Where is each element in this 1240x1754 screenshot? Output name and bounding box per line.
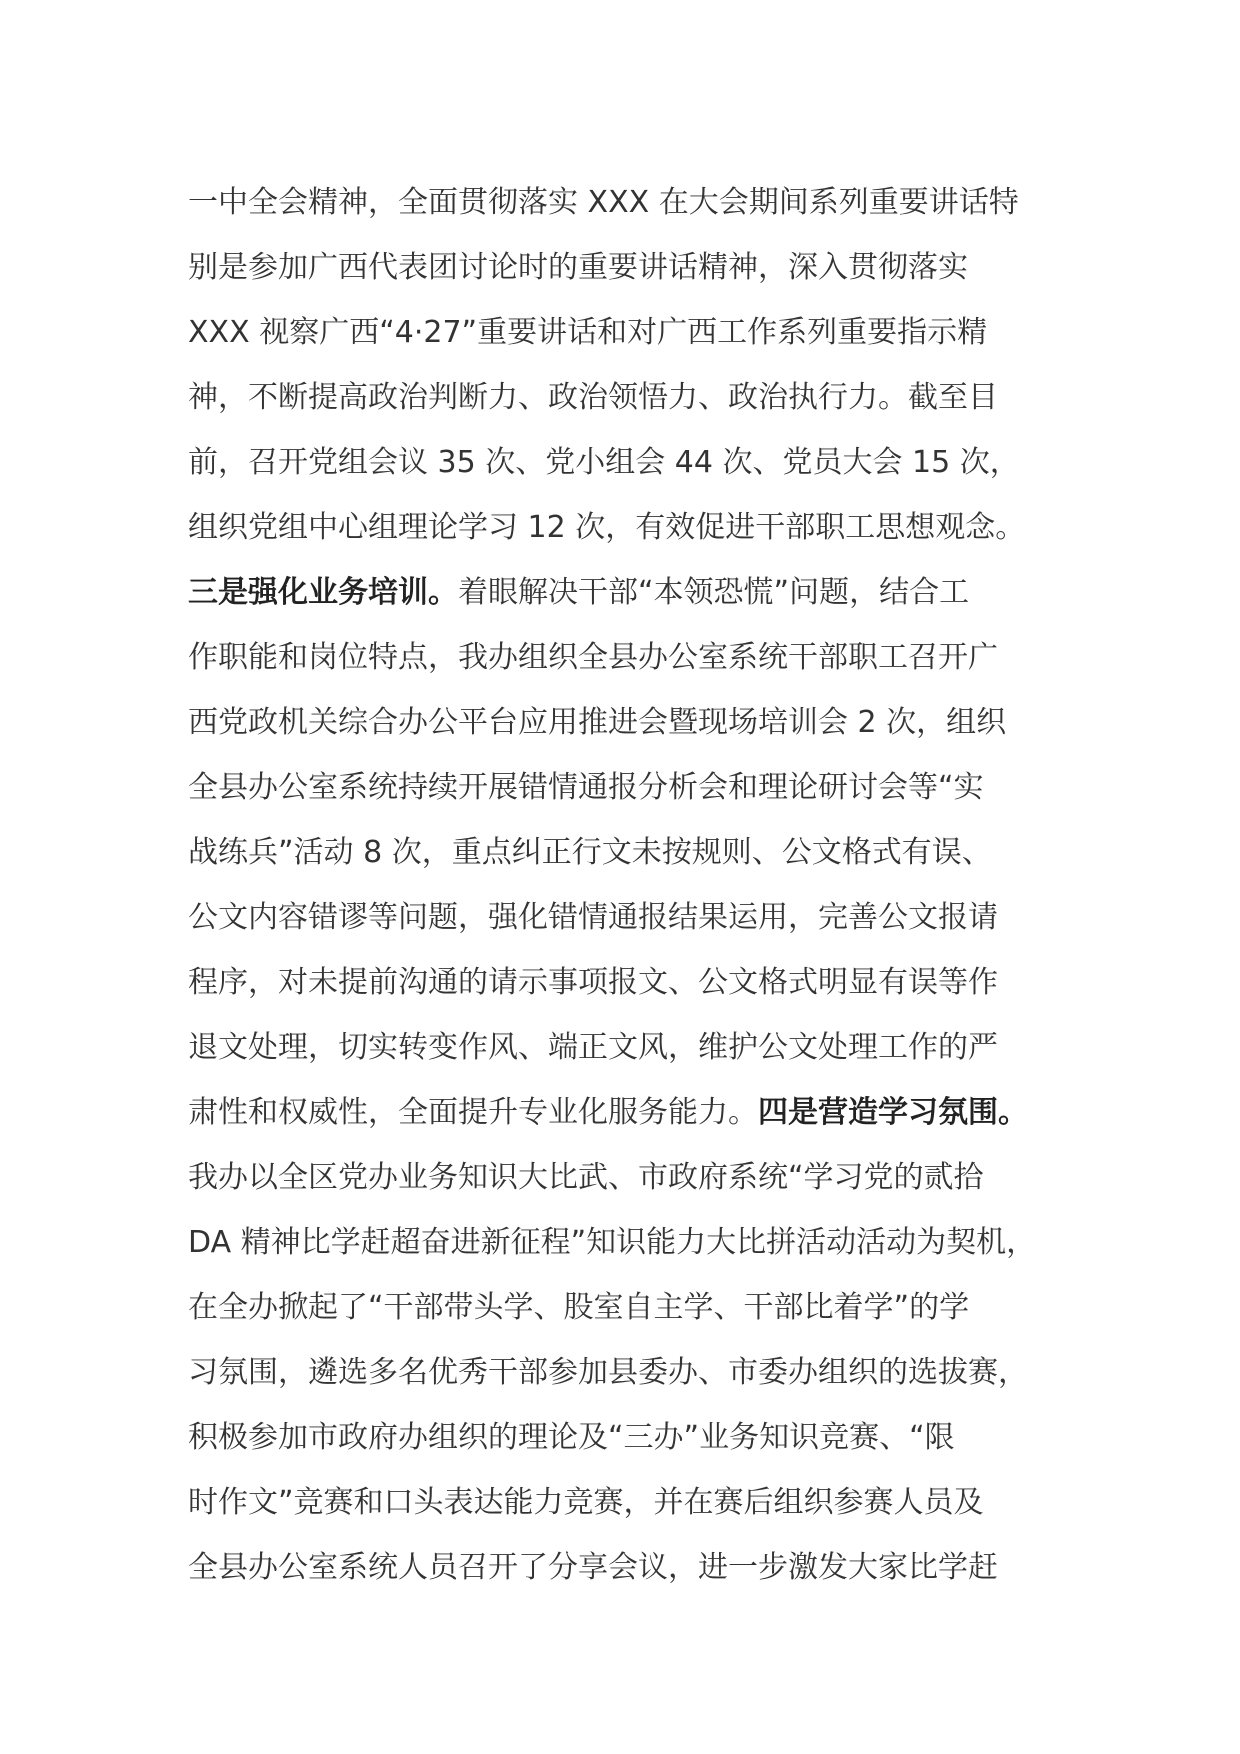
text-line <box>188 1405 1088 1470</box>
body-text-segment: 我办以全区党办业务知识大比武、市政府系统“学习党的贰拾 <box>188 1160 984 1195</box>
text-line <box>188 1535 1088 1600</box>
text-line <box>188 950 1088 1015</box>
body-text-segment: 积极参加市政府办组织的理论及“三办”业务知识竞赛、“限 <box>188 1420 955 1455</box>
text-line <box>188 365 1088 430</box>
text-line <box>188 820 1088 885</box>
body-text-segment: 战练兵”活动 8 次，重点纠正行文未按规则、公文格式有误、 <box>188 835 992 870</box>
bold-heading-text: 四是营造学习氛围。 <box>758 1095 1028 1130</box>
text-line <box>188 300 1088 365</box>
body-text-segment: DA 精神比学赶超奋进新征程”知识能力大比拼活动活动为契机， <box>188 1225 1037 1260</box>
body-text-segment: 西党政机关综合办公平台应用推进会暨现场培训会 2 次，组织 <box>188 705 1007 740</box>
body-text-segment: 习氛围，遴选多名优秀干部参加县委办、市委办组织的选拔赛， <box>188 1355 1028 1390</box>
body-text-segment: 公文内容错谬等问题，强化错情通报结果运用，完善公文报请 <box>188 900 998 935</box>
text-line <box>188 1145 1088 1210</box>
body-text-segment: 肃性和权威性，全面提升专业化服务能力。 <box>188 1095 758 1130</box>
text-line <box>188 1275 1088 1340</box>
text-line <box>188 1015 1088 1080</box>
text-line <box>188 885 1088 950</box>
text-line <box>188 430 1088 495</box>
body-text-segment: 别是参加广西代表团讨论时的重要讲话精神，深入贯彻落实 <box>188 250 968 285</box>
body-text-segment: 全县办公室系统持续开展错情通报分析会和理论研讨会等“实 <box>188 770 984 805</box>
body-text-segment: 时作文”竞赛和口头表达能力竞赛，并在赛后组织参赛人员及 <box>188 1485 984 1520</box>
body-text-segment: 在全办掀起了“干部带头学、股室自主学、干部比着学”的学 <box>188 1290 970 1325</box>
text-line <box>188 1210 1088 1275</box>
bold-heading-text: 三是强化业务培训。 <box>188 575 458 610</box>
body-text-segment: 组织党组中心组理论学习 12 次，有效促进干部职工思想观念。 <box>188 510 1026 545</box>
text-line <box>188 1340 1088 1405</box>
text-line <box>188 170 1088 235</box>
text-line <box>188 1080 1088 1145</box>
body-text-segment: 作职能和岗位特点，我办组织全县办公室系统干部职工召开广 <box>188 640 998 675</box>
text-line <box>188 560 1088 625</box>
body-text-segment: 程序，对未提前沟通的请示事项报文、公文格式明显有误等作 <box>188 965 998 1000</box>
body-text-segment: XXX 视察广西“4·27”重要讲话和对广西工作系列重要指示精 <box>188 315 988 350</box>
text-line <box>188 625 1088 690</box>
body-text-segment: 一中全会精神，全面贯彻落实 XXX 在大会期间系列重要讲话特 <box>188 185 1019 220</box>
body-text <box>188 170 1088 1600</box>
body-text-segment: 着眼解决干部“本领恐慌”问题，结合工 <box>458 575 970 610</box>
body-text-segment: 退文处理，切实转变作风、端正文风，维护公文处理工作的严 <box>188 1030 998 1065</box>
body-text-segment: 神，不断提高政治判断力、政治领悟力、政治执行力。截至目 <box>188 380 998 415</box>
text-line <box>188 1470 1088 1535</box>
text-line <box>188 235 1088 300</box>
body-text-segment: 全县办公室系统人员召开了分享会议，进一步激发大家比学赶 <box>188 1550 998 1585</box>
body-text-segment: 前，召开党组会议 35 次、党小组会 44 次、党员大会 15 次， <box>188 445 1020 480</box>
text-line <box>188 690 1088 755</box>
text-line <box>188 755 1088 820</box>
text-line <box>188 495 1088 560</box>
